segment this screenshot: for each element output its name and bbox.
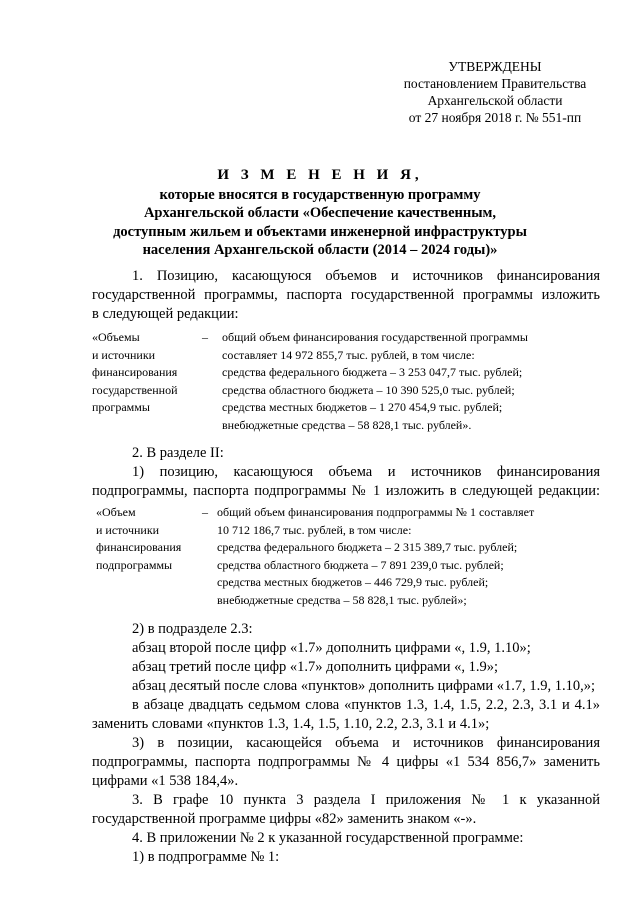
approved-line: Архангельской области <box>427 93 563 108</box>
label-dash: – <box>202 505 208 519</box>
title-line: Архангельской области «Обеспечение качественным, <box>143 205 497 221</box>
value-line: средства местных бюджетов – 446 729,9 тыс. рублей; <box>217 575 489 589</box>
value-line: составляет 14 972 855,7 тыс. рублей, в том числе: <box>222 347 475 362</box>
label-line: «Объемы <box>92 330 140 344</box>
value-line: внебюджетные средства – 58 828,1 тыс. рублей». <box>222 417 472 432</box>
item-3-line: государственной программе цифры «82» заменить знаком «-». <box>92 811 477 827</box>
financing-label <box>96 504 206 574</box>
value-line: общий объем финансирования подпрограммы № 1 составляет <box>217 505 535 519</box>
financing-block-1 <box>92 329 612 439</box>
item-2-2-line: абзац третий после цифр «1.7» дополнить цифрами «, 1.9»; <box>132 659 499 675</box>
value-line: средства местных бюджетов – 1 270 454,9 тыс. рублей; <box>222 400 503 414</box>
approved-line: от 27 ноября 2018 г. № 551-пп <box>408 110 582 125</box>
label-line: финансирования <box>92 365 178 379</box>
item-2-2-line: 2) в подразделе 2.3: <box>132 621 253 637</box>
item-1-line: государственной программы, паспорта государственной программы изложить <box>92 287 600 303</box>
financing-values <box>222 329 528 434</box>
item-4-line: 1) в подпрограмме № 1: <box>132 849 280 865</box>
item-1-line: 1. Позицию, касающуюся объемов и источников финансирования <box>132 268 600 284</box>
value-line: 10 712 186,7 тыс. рублей, в том числе: <box>217 522 412 537</box>
item-2-2-line: заменить словами «пунктов 1.3, 1.4, 1.5, 1.10, 2.2, 2.3, 3.1 и 4.1»; <box>92 716 490 732</box>
approved-line: УТВЕРЖДЕНЫ <box>448 59 542 74</box>
item-2-heading: 2. В разделе II: <box>132 445 224 461</box>
label-line: подпрограммы <box>96 557 173 572</box>
label-line: финансирования <box>96 540 182 554</box>
value-line: средства федерального бюджета – 2 315 389,7 тыс. рублей; <box>217 540 518 554</box>
item-2-3-line: подпрограммы, паспорта подпрограммы № 4 цифры «1 534 856,7» заменить <box>92 754 600 770</box>
label-line: «Объем <box>96 505 136 519</box>
item-4-line: 4. В приложении № 2 к указанной государственной программе: <box>132 830 524 846</box>
item-3-line: 3. В графе 10 пункта 3 раздела I приложения № 1 к указанной <box>132 792 600 808</box>
label-line: государственной <box>92 382 178 397</box>
value-line: средства федерального бюджета – 3 253 047,7 тыс. рублей; <box>222 365 523 379</box>
document-title <box>80 166 560 260</box>
approval-stamp <box>372 58 618 126</box>
label-line: программы <box>92 400 150 414</box>
title-line: населения Архангельской области (2014 – 2024 годы)» <box>142 242 498 258</box>
item-1-line: в следующей редакции: <box>92 306 239 322</box>
approved-line: постановлением Правительства <box>403 76 587 91</box>
item-2-3-line: 3) в позиции, касающейся объема и источников финансирования <box>132 735 600 751</box>
title-line: доступным жильем и объектами инженерной инфраструктуры <box>113 223 527 240</box>
value-line: средства областного бюджета – 10 390 525,0 тыс. рублей; <box>222 382 515 397</box>
value-line: общий объем финансирования государственной программы <box>222 330 528 344</box>
item-2-line: подпрограммы, паспорта подпрограммы № 1 изложить в следующей редакции: <box>92 483 600 499</box>
item-2-2-line: в абзаце двадцать седьмом слова «пунктов 1.3, 1.4, 1.5, 2.2, 2.3, 3.1 и 4.1» <box>132 697 600 713</box>
label-line: и источники <box>96 522 160 537</box>
item-2-3-line: цифрами «1 538 184,4». <box>92 773 239 789</box>
item-2-2-line: абзац десятый после слова «пунктов» дополнить цифрами «1.7, 1.9, 1.10,»; <box>132 678 596 694</box>
label-dash: – <box>202 330 208 344</box>
financing-values <box>217 504 534 609</box>
value-line: внебюджетные средства – 58 828,1 тыс. рублей»; <box>217 592 467 607</box>
title-head: И З М Е Н Е Н И Я, <box>217 167 423 183</box>
financing-block-2 <box>96 504 612 614</box>
label-line: и источники <box>92 347 156 362</box>
financing-label <box>92 329 202 417</box>
item-2-2-line: абзац второй после цифр «1.7» дополнить цифрами «, 1.9, 1.10»; <box>132 640 531 656</box>
title-line: которые вносятся в государственную программу <box>159 186 481 203</box>
value-line: средства областного бюджета – 7 891 239,0 тыс. рублей; <box>217 557 504 572</box>
item-2-line: 1) позицию, касающуюся объема и источников финансирования <box>132 464 600 480</box>
